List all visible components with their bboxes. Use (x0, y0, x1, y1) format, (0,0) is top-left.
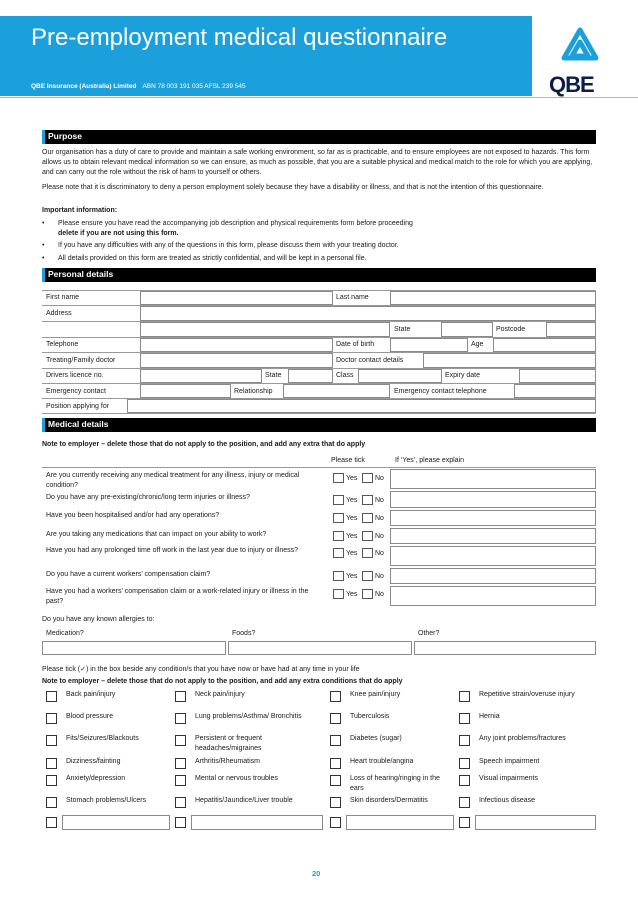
q6-yes-label: Yes (346, 573, 358, 580)
q2-explain-field[interactable] (390, 491, 596, 508)
condition-checkbox[interactable] (330, 797, 341, 808)
company-line (31, 83, 246, 90)
state-field[interactable] (441, 322, 493, 337)
q5-explain-field[interactable] (390, 546, 596, 566)
condition-label: Mental or nervous troubles (195, 775, 278, 782)
other-label: Other? (418, 630, 440, 637)
condition-checkbox[interactable] (459, 735, 470, 746)
condition-label: Lung problems/Asthma/ Bronchitis (195, 713, 302, 720)
extra-condition-checkbox[interactable] (459, 817, 470, 828)
question-5: Have you had any prolonged time off work in the last year due to injury or illness? (46, 547, 299, 554)
condition-checkbox[interactable] (175, 735, 186, 746)
question-2: Do you have any pre-existing/chronic/long term injuries or illness? (46, 494, 250, 501)
condition-label: Knee pain/injury (350, 691, 401, 698)
condition-checkbox[interactable] (459, 713, 470, 724)
allergies-question: Do you have any known allergies to: (42, 616, 155, 623)
bullet-1-cont: delete if you are not using this form. (58, 230, 179, 237)
company-name: QBE Insurance (Australia) Limited (31, 83, 137, 90)
licence-state-label: State (265, 372, 282, 379)
doctor-field[interactable] (140, 353, 333, 368)
condition-label: Stomach problems/Ulcers (66, 797, 147, 804)
doctor-label: Treating/Family doctor (46, 357, 116, 364)
condition-label: Fits/Seizures/Blackouts (66, 735, 139, 742)
question-7: Have you had a workers’ compensation claim or a work-related injury or illness in the past? (46, 588, 309, 605)
condition-label: Repetitive strain/overuse injury (479, 691, 575, 698)
q1-no-checkbox[interactable] (362, 473, 373, 483)
condition-label: Hepatitis/Jaundice/Liver trouble (195, 797, 293, 804)
q1-yes-checkbox[interactable] (333, 473, 344, 483)
condition-label: Arthritis/Rheumatism (195, 758, 260, 765)
last-name-field[interactable] (390, 291, 596, 305)
condition-label: Heart trouble/angina (350, 758, 414, 765)
q6-explain-field[interactable] (390, 568, 596, 584)
condition-checkbox[interactable] (175, 691, 186, 702)
condition-checkbox[interactable] (330, 735, 341, 746)
q6-no-checkbox[interactable] (362, 571, 373, 581)
bullet-2-text: If you have any difficulties with any of the questions in this form, please discuss them with your treating doctor. (58, 242, 399, 249)
age-field[interactable] (493, 338, 596, 352)
condition-label: Skin disorders/Dermatitis (350, 797, 428, 804)
address-field-1[interactable] (140, 306, 596, 321)
q1-explain-field[interactable] (390, 469, 596, 489)
personal-heading: Personal details (42, 268, 596, 282)
q7-no-checkbox[interactable] (362, 589, 373, 599)
q3-yes-checkbox[interactable] (333, 513, 344, 523)
first-name-field[interactable] (140, 291, 333, 305)
condition-checkbox[interactable] (330, 691, 341, 702)
q2-yes-label: Yes (346, 497, 358, 504)
extra-condition-field[interactable] (475, 815, 596, 830)
expiry-field[interactable] (519, 369, 596, 383)
condition-checkbox[interactable] (459, 775, 470, 786)
dob-label: Date of birth (336, 341, 375, 348)
telephone-label: Telephone (46, 341, 79, 348)
q3-yes-label: Yes (346, 515, 358, 522)
doctor-contact-label: Doctor contact details (336, 357, 404, 364)
q1-no-label: No (375, 475, 384, 482)
medication-label: Medication? (46, 630, 84, 637)
condition-label: Any joint problems/fractures (479, 735, 566, 742)
abn-text: ABN 78 003 191 035 AFSL 239 545 (142, 83, 246, 90)
condition-label: Persistent or frequent headaches/migraines (195, 735, 262, 752)
grid-line (42, 467, 596, 468)
last-name-label: Last name (336, 294, 369, 301)
bullet-3: • All details provided on this form are treated as strictly confidential, and will be kept in a personal file. (42, 255, 367, 262)
first-name-label: First name (46, 294, 80, 301)
q3-no-label: No (375, 515, 384, 522)
extra-condition-field[interactable] (191, 815, 323, 830)
expiry-label: Expiry date (445, 372, 481, 379)
question-4: Are you taking any medications that can impact on your ability to work? (46, 531, 267, 538)
age-label: Age (471, 341, 484, 348)
employer-note-2: Note to employer – delete those that do not apply to the position, and add any extra conditions that do apply (42, 678, 403, 685)
important-heading: Important information: (42, 207, 118, 214)
q6-no-label: No (375, 573, 384, 580)
condition-checkbox[interactable] (46, 775, 57, 786)
page-number: 20 (312, 869, 321, 878)
header-rule (0, 97, 638, 98)
tick-instruction: Please tick (✓) in the box beside any condition/s that you have now or have had at any time in your life (42, 666, 360, 673)
doctor-contact-field[interactable] (423, 353, 596, 368)
q2-no-checkbox[interactable] (362, 495, 373, 505)
bullet-3-text: All details provided on this form are treated as strictly confidential, and will be kept in a personal file. (58, 255, 367, 262)
condition-label: Anxiety/depression (66, 775, 126, 782)
q5-no-checkbox[interactable] (362, 548, 373, 558)
q4-yes-label: Yes (346, 533, 358, 540)
question-6: Do you have a current workers’ compensation claim? (46, 571, 211, 578)
condition-checkbox[interactable] (46, 713, 57, 724)
relationship-field[interactable] (283, 384, 390, 398)
emergency-label: Emergency contact (46, 388, 106, 395)
q5-yes-label: Yes (346, 550, 358, 557)
please-tick-label: Please tick (331, 457, 365, 464)
condition-checkbox[interactable] (46, 735, 57, 746)
emergency-field[interactable] (140, 384, 231, 398)
question-3: Have you been hospitalised and/or had any operations? (46, 512, 220, 519)
address-label: Address (46, 310, 72, 317)
bullet-2: • If you have any difficulties with any of the questions in this form, please discuss them with your treating doctor. (42, 242, 399, 249)
if-yes-label: If ‘Yes’, please explain (395, 457, 465, 464)
condition-label: Hernia (479, 713, 500, 720)
q3-explain-field[interactable] (390, 510, 596, 526)
condition-checkbox[interactable] (175, 797, 186, 808)
q4-no-label: No (375, 533, 384, 540)
condition-label: Dizziness/fainting (66, 758, 121, 765)
position-field[interactable] (127, 399, 596, 413)
relationship-label: Relationship (234, 388, 273, 395)
condition-checkbox[interactable] (330, 758, 341, 769)
extra-condition-checkbox[interactable] (175, 817, 186, 828)
licence-state-field[interactable] (288, 369, 333, 383)
condition-checkbox[interactable] (330, 775, 341, 786)
condition-checkbox[interactable] (175, 713, 186, 724)
condition-checkbox[interactable] (46, 797, 57, 808)
q3-no-checkbox[interactable] (362, 513, 373, 523)
bullet-1-text: Please ensure you have read the accompanying job description and physical requirements form before proceeding (58, 220, 413, 227)
condition-checkbox[interactable] (459, 691, 470, 702)
q4-explain-field[interactable] (390, 528, 596, 544)
q5-yes-checkbox[interactable] (333, 548, 344, 558)
licence-field[interactable] (140, 369, 262, 383)
extra-condition-field[interactable] (346, 815, 454, 830)
q2-no-label: No (375, 497, 384, 504)
page-title: Pre-employment medical questionnaire (31, 24, 448, 51)
question-1: Are you currently receiving any medical treatment for any illness, injury or medical condition? (46, 472, 300, 489)
dob-field[interactable] (390, 338, 468, 352)
condition-checkbox[interactable] (46, 691, 57, 702)
condition-label: Speech impairment (479, 758, 540, 765)
purpose-para-1: Our organisation has a duty of care to provide and maintain a safe working environment, so far as is practicable, and to ensure employees are not exposed to hazards. This form allows us to obtain relevant medical information so we can ensure, as much as possible, that you are a suitable physical and medical match to the role for which you are applying, and can carry out the role without the risk of harm to yourself or others. (42, 149, 593, 176)
condition-checkbox[interactable] (330, 713, 341, 724)
class-field[interactable] (358, 369, 442, 383)
q6-yes-checkbox[interactable] (333, 571, 344, 581)
employer-note: Note to employer – delete those that do not apply to the position, and add any extra that do apply (42, 441, 366, 448)
emergency-tel-field[interactable] (514, 384, 596, 398)
q1-yes-label: Yes (346, 475, 358, 482)
q4-no-checkbox[interactable] (362, 531, 373, 541)
other-field[interactable] (414, 641, 596, 655)
position-label: Position applying for (46, 403, 110, 410)
condition-label: Back pain/injury (66, 691, 116, 698)
condition-label: Diabetes (sugar) (350, 735, 402, 742)
postcode-label: Postcode (496, 326, 526, 333)
condition-checkbox[interactable] (175, 775, 186, 786)
q7-no-label: No (375, 591, 384, 598)
foods-field[interactable] (228, 641, 412, 655)
q4-yes-checkbox[interactable] (333, 531, 344, 541)
postcode-field[interactable] (546, 322, 596, 337)
condition-checkbox[interactable] (459, 758, 470, 769)
extra-condition-checkbox[interactable] (330, 817, 341, 828)
purpose-heading: Purpose (42, 130, 596, 144)
class-label: Class (336, 372, 354, 379)
condition-checkbox[interactable] (46, 758, 57, 769)
grid-line (42, 413, 596, 414)
extra-condition-field[interactable] (62, 815, 170, 830)
condition-label: Tuberculosis (350, 713, 390, 720)
q7-explain-field[interactable] (390, 586, 596, 606)
emergency-tel-label: Emergency contact telephone (394, 388, 487, 395)
condition-label: Infectious disease (479, 797, 536, 804)
condition-label: Neck pain/injury (195, 691, 245, 698)
q5-no-label: No (375, 550, 384, 557)
medical-heading: Medical details (42, 418, 596, 432)
medication-field[interactable] (42, 641, 226, 655)
condition-label: Loss of hearing/ringing in the ears (350, 775, 440, 792)
condition-label: Visual impairments (479, 775, 539, 782)
condition-checkbox[interactable] (175, 758, 186, 769)
licence-label: Drivers licence no. (46, 372, 104, 379)
condition-checkbox[interactable] (459, 797, 470, 808)
bullet-1: • Please ensure you have read the accompanying job description and physical requirements form before proceeding (42, 220, 413, 227)
q2-yes-checkbox[interactable] (333, 495, 344, 505)
foods-label: Foods? (232, 630, 256, 637)
q7-yes-checkbox[interactable] (333, 589, 344, 599)
q7-yes-label: Yes (346, 591, 358, 598)
purpose-para-2: Please note that it is discriminatory to deny a person employment solely because they have a disability or illness, and that is not the intention of this questionnaire. (42, 184, 544, 191)
extra-condition-checkbox[interactable] (46, 817, 57, 828)
qbe-logo-text: QBE (549, 72, 594, 97)
telephone-field[interactable] (140, 338, 333, 352)
state-label: State (394, 326, 411, 333)
address-field-2[interactable] (140, 322, 390, 337)
condition-label: Blood pressure (66, 713, 114, 720)
